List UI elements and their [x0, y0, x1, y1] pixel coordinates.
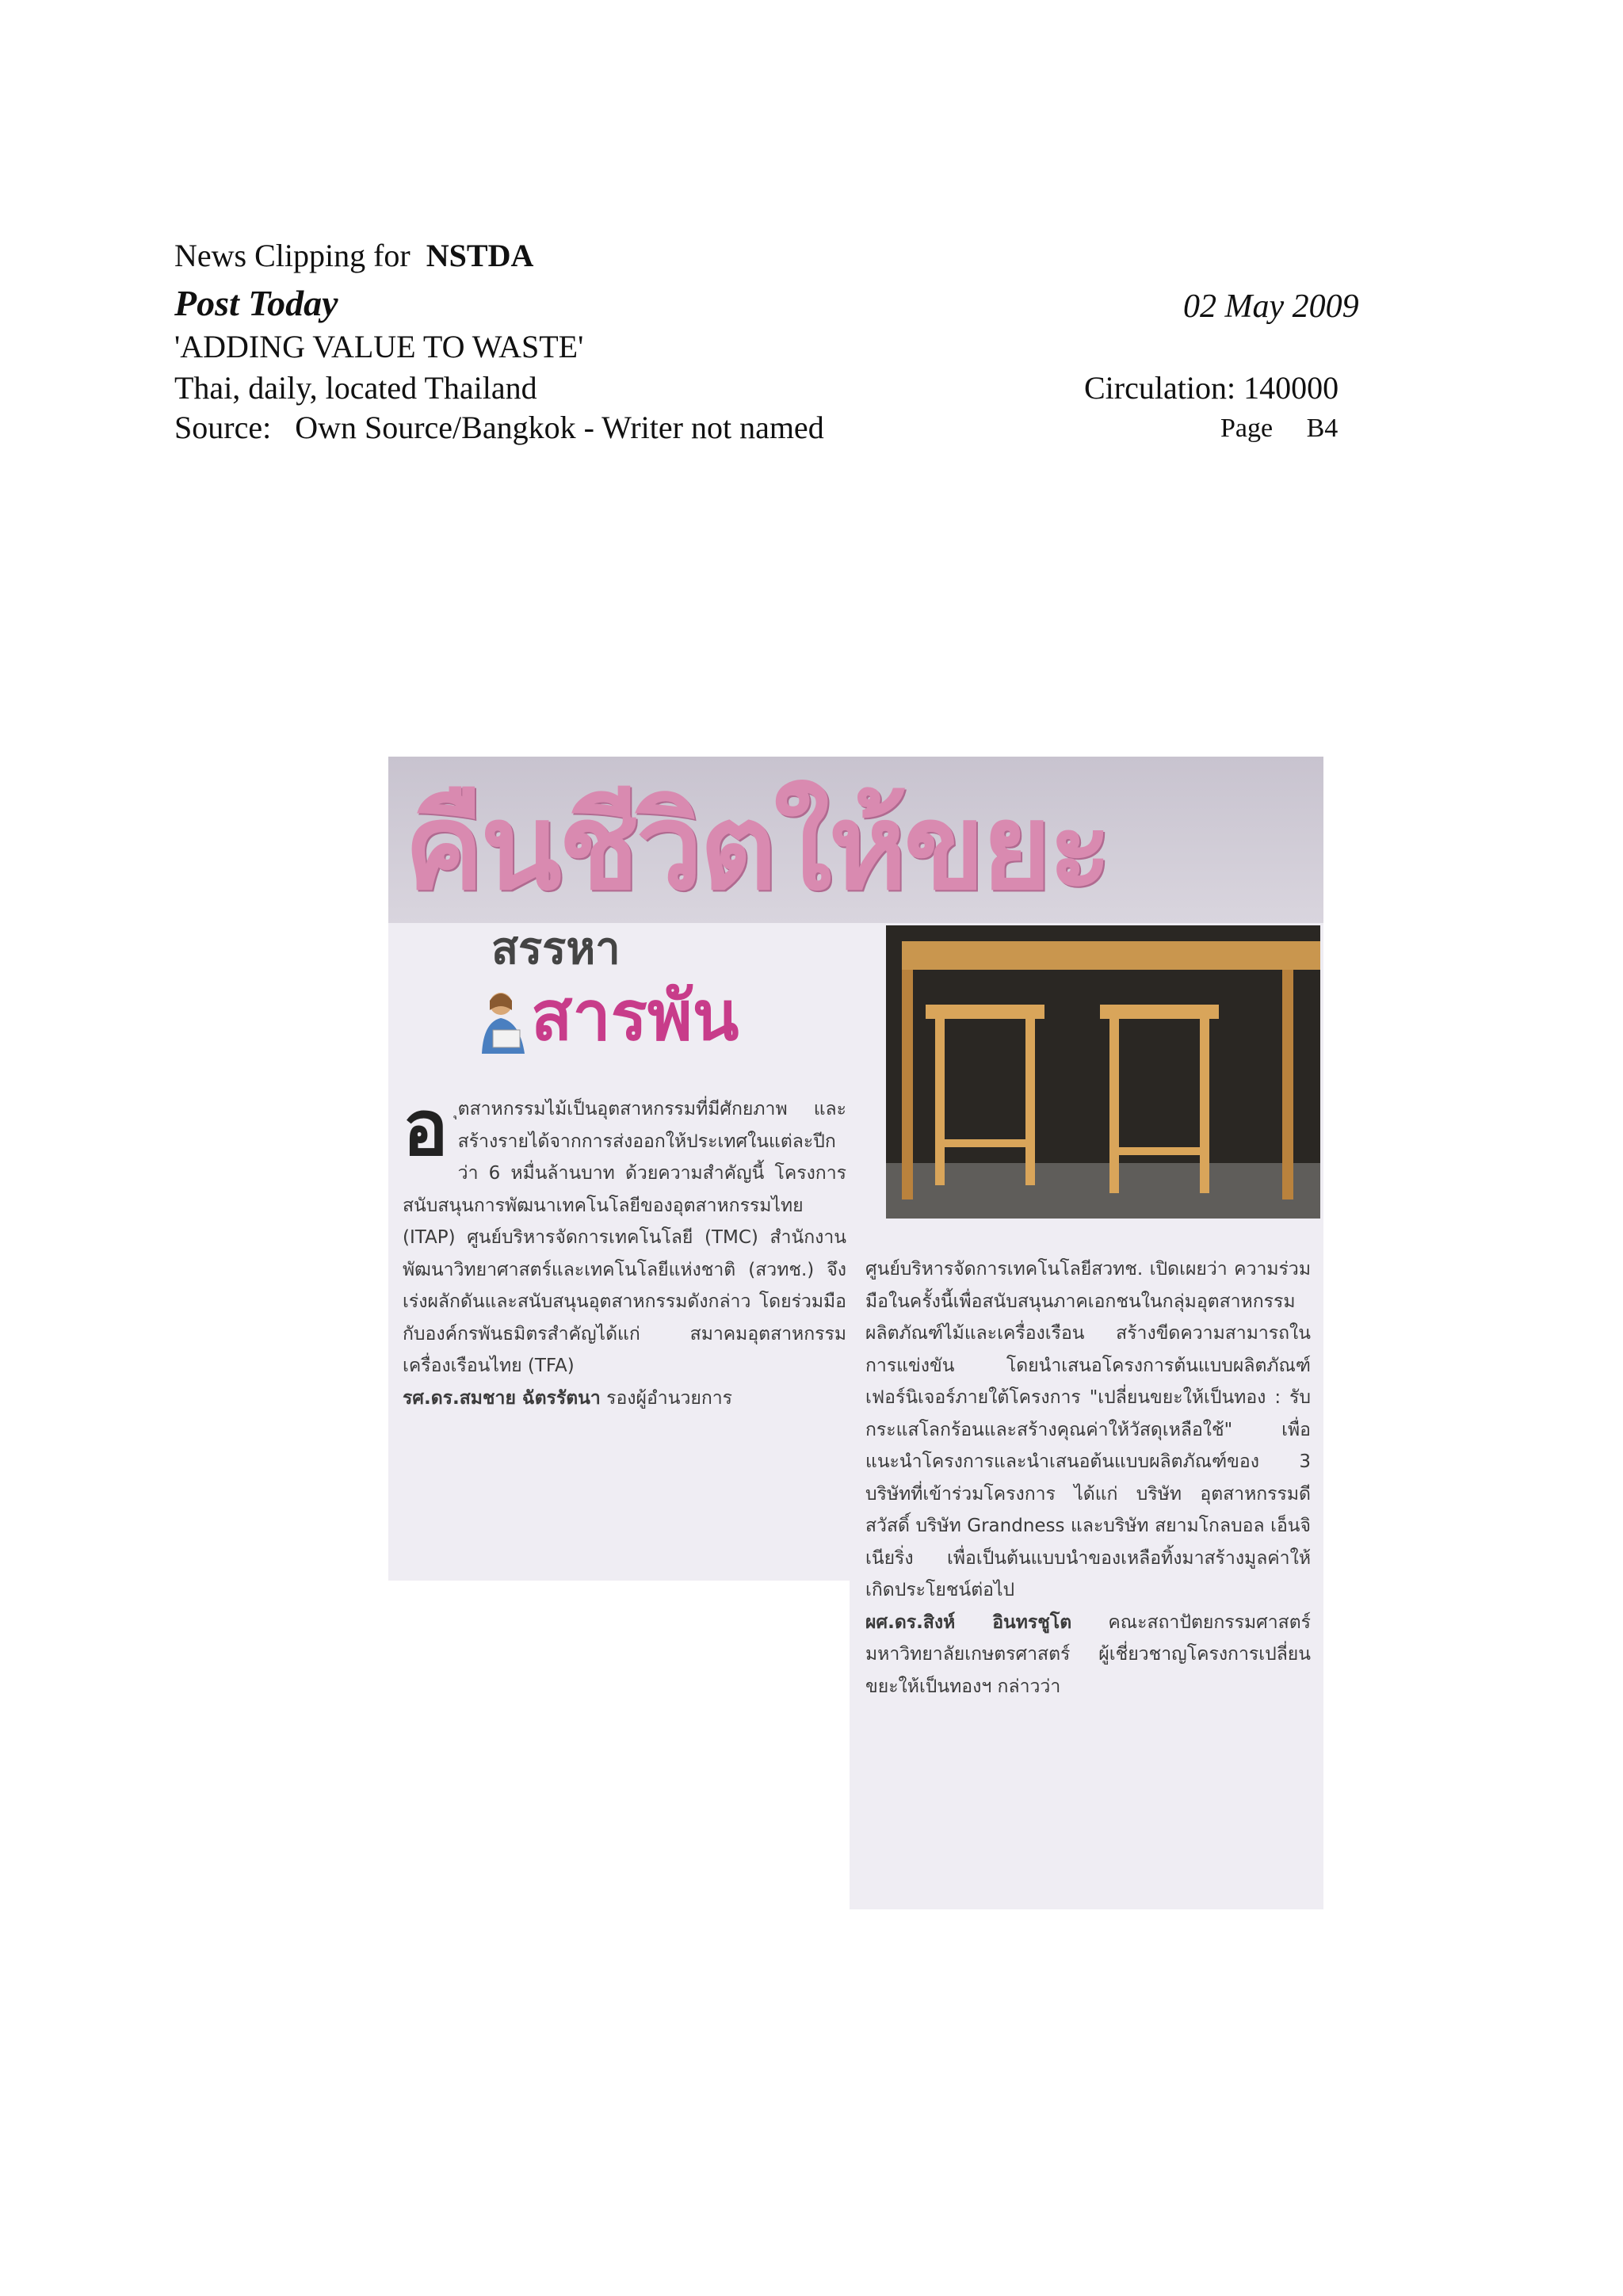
publication-meta: Thai, daily, located Thailand — [174, 370, 537, 406]
page-ref — [1220, 415, 1338, 442]
clipping-headline: 'ADDING VALUE TO WASTE' — [174, 329, 584, 364]
clipping-label-line — [174, 240, 533, 272]
column-1-text: ุตสาหกรรมไม้เป็นอุตสาหกรรมที่มีศักยภาพ และสร้างรายได้จากการส่งออกให้ประเทศในแต่ละปีกว่า 6 หมื่นล้านบาท ด้วยความสำคัญนี้ โครงการสนับสนุนการพัฒนาเทคโนโลยีของอุตสาหกรรมไทย (ITAP) ศูนย์บริหารจัดการเทคโนโลยี (TMC) สำนักงานพัฒนาวิทยาศาสตร์และเทคโนโลยีแห่งชาติ (สวทช.) จึงเร่งผลักดันและสนับสนุนอุตสาหกรรมดังกล่าว โดยร่วมมือกับองค์กรพันธมิตรสำคัญได้แก่ สมาคมอุตสาหกรรมเครื่องเรือนไทย (TFA) — [403, 1099, 846, 1376]
woman-reading-icon — [475, 986, 531, 1054]
byline-1-role: รองผู้อำนวยการ — [600, 1387, 733, 1409]
page-value: B4 — [1306, 414, 1338, 443]
clipping-label: News Clipping for — [174, 238, 411, 273]
circulation: Circulation: 140000 — [1084, 370, 1339, 406]
publication-date: 02 May 2009 — [1183, 288, 1359, 325]
section-kicker: สรรหา — [491, 923, 621, 974]
article-column-1 — [403, 1084, 846, 1414]
bar-stools-photo — [886, 925, 1320, 1219]
dropcap: อ — [403, 1084, 449, 1173]
client-name: NSTDA — [426, 238, 534, 273]
article-column-2 — [865, 1253, 1311, 1703]
byline-2: ผศ.ดร.สิงห์ อินทรชูโต — [865, 1611, 1072, 1633]
article-title: คืนชีวิตให้ขยะ — [404, 779, 1109, 917]
byline-1: รศ.ดร.สมชาย ฉัตรรัตนา — [403, 1387, 601, 1409]
source-line: Source: Own Source/Bangkok - Writer not named — [174, 410, 824, 445]
publication-name: Post Today — [174, 283, 338, 323]
article-banner — [388, 757, 1323, 923]
column-2-text: ศูนย์บริหารจัดการเทคโนโลยีสวทช. เปิดเผยว่า ความร่วมมือในครั้งนี้เพื่อสนับสนุนภาคเอกชนในกลุ่มอุตสาหกรรมผลิตภัณฑ์ไม้และเครื่องเรือน สร้างขีดความสามารถในการแข่งขัน โดยนำเสนอโครงการต้นแบบผลิตภัณฑ์เฟอร์นิเจอร์ภายใต้โครงการ "เปลี่ยนขยะให้เป็นทอง : รับกระแสโลกร้อนและสร้างคุณค่าให้วัสดุเหลือใช้" เพื่อแนะนำโครงการและนำเสนอต้นแบบผลิตภัณฑ์ของ 3 บริษัทที่เข้าร่วมโครงการ ได้แก่ บริษัท อุตสาหกรรมดีสวัสดิ์ บริษัท Grandness และบริษัท สยามโกลบอล เอ็นจิเนียริ่ง เพื่อเป็นต้นแบบนำของเหลือทิ้งมาสร้างมูลค่าให้เกิดประโยชน์ต่อไป — [865, 1259, 1311, 1600]
section-title: สารพัน — [531, 977, 739, 1056]
byline-2-role: คณะสถาปัตยกรรมศาสตร์ มหาวิทยาลัยเกษตรศาสตร์ ผู้เชี่ยวชาญโครงการเปลี่ยนขยะให้เป็นทองฯ กล่าวว่า — [865, 1611, 1311, 1697]
page-label: Page — [1220, 414, 1274, 443]
